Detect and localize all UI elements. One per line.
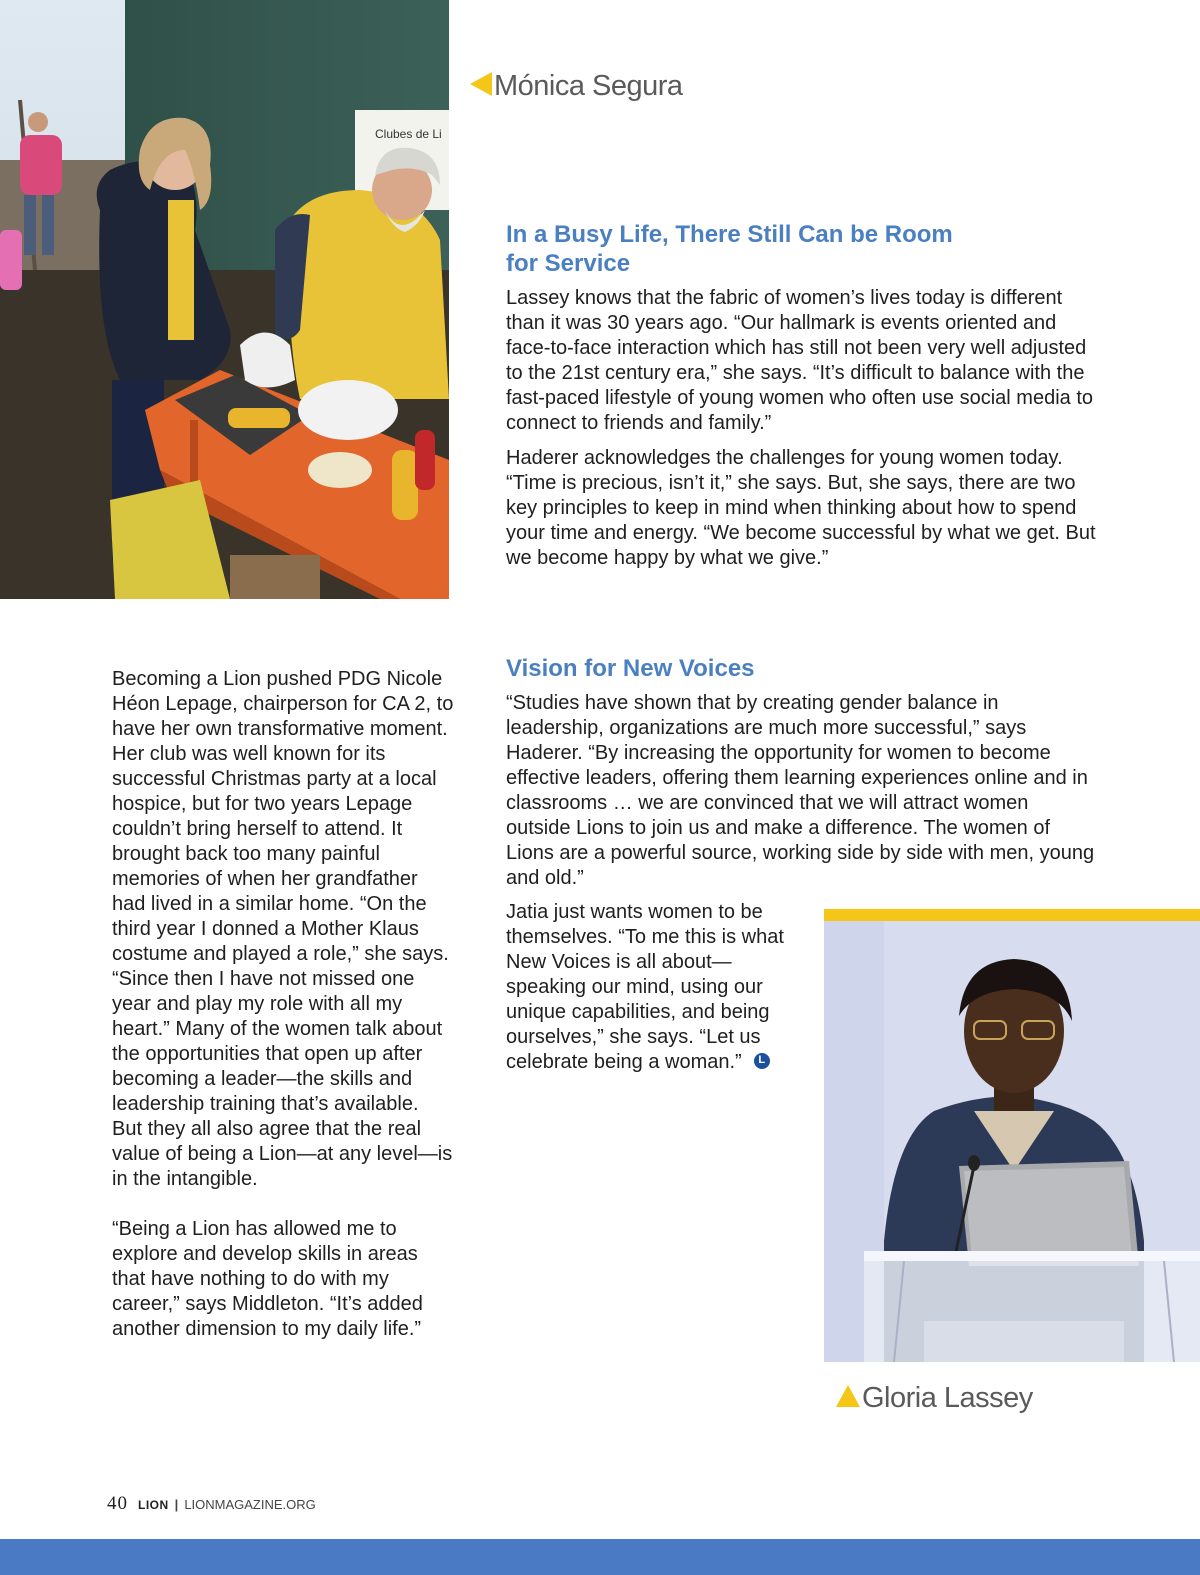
photo-accent-bar [824,909,1200,921]
paragraph-lassey: Lassey knows that the fabric of women’s lives today is different than it was 30 years ago. “Our hallmark is events oriented and face-to-face interaction which has still not been very well adjusted to the 21st century era,” she says. “It’s difficult to balance with the fast-paced lifestyle of young women who often use social media to connect to friends and family.” [506,287,1093,434]
paragraph-jatia-text: Jatia just wants women to be themselves. “To me this is what New Voices is all about—speaking our mind, using our unique capabilities, and being ourselves,” she says. “Let us celebrate being a woman.” [506,901,784,1073]
caption-monica-segura [470,72,683,101]
left-pointer-icon [470,72,492,96]
sign-text: Clubes de Li [375,127,442,141]
paragraph-lepage: Becoming a Lion pushed PDG Nicole Héon Lepage, chairperson for CA 2, to have her own transformative moment. Her club was well known for its successful Christmas party at a local hospice, but for two years Lepage couldn’t bring herself to attend. It brought back too many painful memories of when her grandfather had lived in a similar home. “On the third year I donned a Mother Klaus costume and played a role,” she says. “Since then I have not missed one year and play my role with all my heart.” Many of the women talk about the opportunities that open up after becoming a leader—the skills and leadership training that’s available. But they all also agree that the real value of being a Lion—at any level—is in the intangible. [112,668,454,1190]
page-footer [107,1493,316,1515]
paragraph-haderer: Haderer acknowledges the challenges for young women today. “Time is precious, isn’t it,” she says. But, she says, there are two key principles to keep in mind when thinking about how to spend your time and energy. “We become successful by what we get. But we become happy by what we give.” [506,447,1096,569]
section-vision-new-voices [506,654,1096,901]
paragraph-studies: “Studies have shown that by creating gender balance in leadership, organizations are much more successful,” says Haderer. “By increasing the opportunity for women to become effective leaders, offering them learning experiences online and in classrooms … we are convinced that we will attract women outside Lions to join us and make a difference. The women of Lions are a powerful source, working side by side with men, young and old.” [506,692,1095,889]
caption-gloria-lassey [836,1384,1033,1413]
caption-text-bottom: Gloria Lassey [862,1382,1033,1414]
up-pointer-icon [836,1385,860,1407]
lion-end-icon: L [754,1053,770,1069]
section-heading-vision: Vision for New Voices [506,655,755,682]
section-busy-life [506,220,1096,581]
paragraph-jatia [506,900,798,1075]
magazine-website: LIONMAGAZINE.ORG [184,1497,316,1512]
section-heading-busy-life [506,220,1096,278]
heading-line-1: In a Busy Life, There Still Can be Room [506,221,953,248]
paragraph-middleton: “Being a Lion has allowed me to explore and develop skills in areas that have nothing to do with my career,” says Middleton. “It’s added another dimension to my daily life.” [112,1218,423,1340]
caption-text-top: Mónica Segura [494,70,683,102]
magazine-name: LION [138,1498,169,1512]
heading-line-2: for Service [506,250,631,277]
footer-separator: | [174,1497,179,1512]
volunteers-photo-illustration [0,0,449,599]
closing-paragraph-block [506,900,798,1075]
footer-color-bar [0,1539,1200,1575]
left-column-text [112,667,454,1367]
volunteers-photo [0,0,449,599]
page-number: 40 [107,1493,128,1514]
speaker-photo-illustration [824,921,1200,1362]
speaker-photo [824,921,1200,1362]
